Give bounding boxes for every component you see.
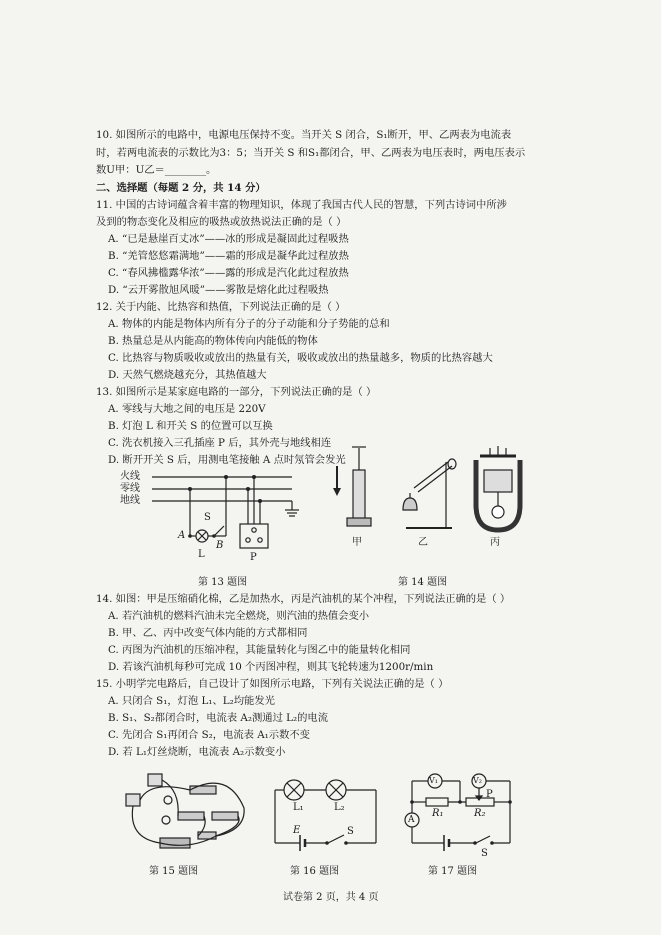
- figure-17-caption: 第 17 题图: [428, 866, 478, 877]
- label-lamp-l: L: [198, 549, 205, 560]
- label-yi: 乙: [418, 537, 428, 548]
- q14-option-b: B. 甲、乙、丙中改变气体内能的方式都相同: [108, 627, 308, 639]
- q15-option-d: D. 若 L₁灯丝烧断，电流表 A₂示数变小: [108, 746, 286, 758]
- q11-option-a: A. “已是悬崖百丈冰”——冰的形成是凝固此过程吸热: [108, 233, 349, 245]
- label-slider-p: P: [486, 789, 493, 800]
- q14-option-d: D. 若该汽油机每秒可完成 10 个丙图冲程，则其飞轮转速为1200r/min: [108, 661, 434, 673]
- q10-line-2: 时，若两电流表的示数比为3：5；当开关 S 和S₁都闭合，甲、乙两表为电压表时，两电压表示: [96, 147, 526, 159]
- q10-line-1: 10. 如图所示的电路中，电源电压保持不变。当开关 S 闭合，S₁断开，甲、乙两表为电流表: [96, 129, 512, 141]
- q15-option-b: B. S₁、S₂都闭合时，电流表 A₂测通过 L₂的电流: [108, 712, 329, 724]
- q10-line-3: 数U甲：U乙＝________。: [96, 164, 217, 176]
- q15-stem: 15. 小明学完电路后，自己设计了如图所示电路，下列有关说法正确的是（ ）: [96, 678, 449, 690]
- label-point-b: B: [216, 540, 224, 551]
- label-e: E: [293, 825, 301, 836]
- q12-option-a: A. 物体的内能是物体内所有分子的分子动能和分子势能的总和: [108, 318, 390, 330]
- q13-option-a: A. 零线与大地之间的电压是 220V: [108, 403, 266, 415]
- label-s: S: [347, 826, 354, 837]
- q11-option-c: C. “春风拂槛露华浓”——露的形成是汽化此过程放热: [108, 267, 349, 279]
- q11-option-b: B. “羌管悠悠霜满地”——霜的形成是凝华此过程放热: [108, 250, 349, 262]
- q13-option-b: B. 灯泡 L 和开关 S 的位置可以互换: [108, 420, 273, 432]
- label-neutral-wire: 零线: [120, 483, 140, 494]
- label-ground-wire: 地线: [120, 495, 140, 506]
- label-r2: R₂: [474, 808, 486, 819]
- q14-option-c: C. 丙图为汽油机的压缩冲程，其能量转化与图乙中的能量转化相同: [108, 644, 411, 656]
- label-switch-s: S: [481, 848, 488, 859]
- q12-option-d: D. 天然气燃烧越充分，其热值越大: [108, 369, 267, 381]
- q13-stem: 13. 如图所示是某家庭电路的一部分，下列说法正确的是（ ）: [96, 386, 377, 398]
- label-socket-p: P: [250, 552, 257, 563]
- q13-option-d: D. 断开开关 S 后，用测电笔接触 A 点时氖管会发光: [108, 454, 346, 466]
- page-footer: 试卷第 2 页，共 4 页: [283, 892, 379, 903]
- figure-14-caption: 第 14 题图: [398, 577, 448, 588]
- label-v1: V₁: [429, 776, 438, 785]
- q14-option-a: A. 若汽油机的燃料汽油未完全燃烧，则汽油的热值会变小: [108, 610, 370, 622]
- label-l2: L₂: [334, 802, 345, 813]
- label-bing: 丙: [490, 537, 500, 548]
- figure-16-caption: 第 16 题图: [290, 866, 340, 877]
- section-heading: 二、选择题（每题 2 分，共 14 分）: [96, 182, 266, 194]
- q11-stem-2: 及到的物态变化及相应的吸热或放热说法正确的是（ ）: [96, 216, 347, 228]
- q15-option-a: A. 只闭合 S₁，灯泡 L₁、L₂均能发光: [108, 695, 275, 707]
- figure-13-caption: 第 13 题图: [198, 577, 248, 588]
- q15-option-c: C. 先闭合 S₁再闭合 S₂，电流表 A₁示数不变: [108, 729, 310, 741]
- label-v2: V₂: [473, 776, 482, 785]
- label-l1: L₁: [293, 802, 304, 813]
- q14-stem: 14. 如图：甲是压缩硝化棉，乙是加热水，丙是汽油机的某个冲程，下列说法正确的是（ ）: [96, 593, 511, 605]
- label-fire-wire: 火线: [120, 471, 140, 482]
- label-point-a: A: [178, 530, 186, 541]
- figure-15-caption: 第 15 题图: [149, 866, 199, 877]
- label-ammeter-a: A: [408, 815, 415, 825]
- label-switch-s: S: [204, 512, 211, 523]
- label-jia: 甲: [352, 537, 362, 548]
- q13-option-c: C. 洗衣机接入三孔插座 P 后，其外壳与地线相连: [108, 437, 332, 449]
- q12-stem: 12. 关于内能、比热容和热值，下列说法正确的是（ ）: [96, 301, 346, 313]
- q11-option-d: D. “云开雾散旭风暖”——雾散是熔化此过程吸热: [108, 284, 329, 296]
- label-r1: R₁: [432, 808, 444, 819]
- q11-stem-1: 11. 中国的古诗词蕴含着丰富的物理知识，体现了我国古代人民的智慧，下列古诗词中所涉: [96, 199, 507, 211]
- q12-option-c: C. 比热容与物质吸收或放出的热量有关，吸收或放出的热量越多，物质的比热容越大: [108, 352, 493, 364]
- q12-option-b: B. 热量总是从内能高的物体传向内能低的物体: [108, 335, 318, 347]
